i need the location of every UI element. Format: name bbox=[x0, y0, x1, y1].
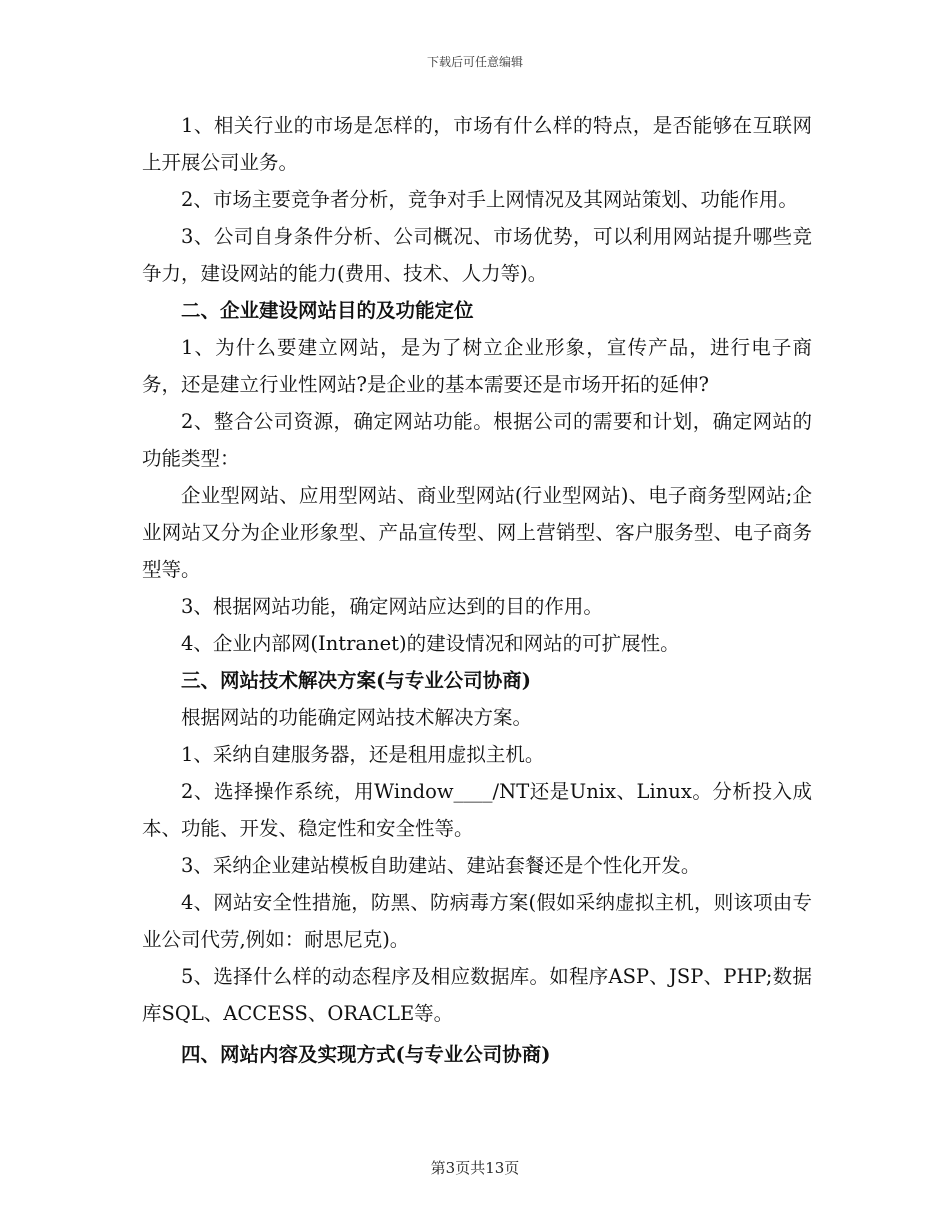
paragraph-integrate-resources: 2、整合公司资源，确定网站功能。根据公司的需要和计划，确定网站的功能类型： bbox=[142, 410, 812, 470]
paragraph-os: 2、选择操作系统，用Window____/NT还是Unix、Linux。分析投入成本、功能、开发、稳定性和安全性等。 bbox=[142, 780, 812, 840]
paragraph-database: 5、选择什么样的动态程序及相应数据库。如程序ASP、JSP、PHP;数据库SQL、ACCESS、ORACLE等。 bbox=[142, 965, 812, 1025]
section-heading-4: 四、网站内容及实现方式(与专业公司协商) bbox=[181, 1043, 551, 1066]
paragraph-competitor-analysis: 2、市场主要竞争者分析，竞争对手上网情况及其网站策划、功能作用。 bbox=[181, 188, 798, 211]
section-heading-3: 三、网站技术解决方案(与专业公司协商) bbox=[181, 669, 531, 692]
paragraph-tech-intro: 根据网站的功能确定网站技术解决方案。 bbox=[181, 706, 533, 729]
paragraph-purpose: 1、为什么要建立网站，是为了树立企业形象，宣传产品，进行电子商务，还是建立行业性网站?是企业的基本需要还是市场开拓的延伸? bbox=[142, 336, 812, 396]
section-heading-2: 二、企业建设网站目的及功能定位 bbox=[181, 299, 474, 322]
paragraph-self-analysis: 3、公司自身条件分析、公司概况、市场优势，可以利用网站提升哪些竞争力，建设网站的能力(费用、技术、人力等)。 bbox=[142, 225, 812, 285]
paragraph-intranet: 4、企业内部网(Intranet)的建设情况和网站的可扩展性。 bbox=[181, 632, 680, 655]
paragraph-site-goals: 3、根据网站功能，确定网站应达到的目的作用。 bbox=[181, 595, 603, 618]
document-body bbox=[142, 107, 812, 1073]
paragraph-market-industry: 1、相关行业的市场是怎样的，市场有什么样的特点，是否能够在互联网上开展公司业务。 bbox=[142, 114, 812, 174]
paragraph-security: 4、网站安全性措施，防黑、防病毒方案(假如采纳虚拟主机，则该项由专业公司代劳,例如：耐思尼克)。 bbox=[142, 891, 812, 951]
paragraph-server: 1、采纳自建服务器，还是租用虚拟主机。 bbox=[181, 743, 545, 766]
page-footer: 第3页共13页 bbox=[430, 1159, 520, 1177]
page-header: 下载后可任意编辑 bbox=[426, 55, 523, 69]
paragraph-templates: 3、采纳企业建站模板自助建站、建站套餐还是个性化开发。 bbox=[181, 854, 701, 877]
paragraph-site-types: 企业型网站、应用型网站、商业型网站(行业型网站)、电子商务型网站;企业网站又分为企业形象型、产品宣传型、网上营销型、客户服务型、电子商务型等。 bbox=[142, 484, 812, 581]
